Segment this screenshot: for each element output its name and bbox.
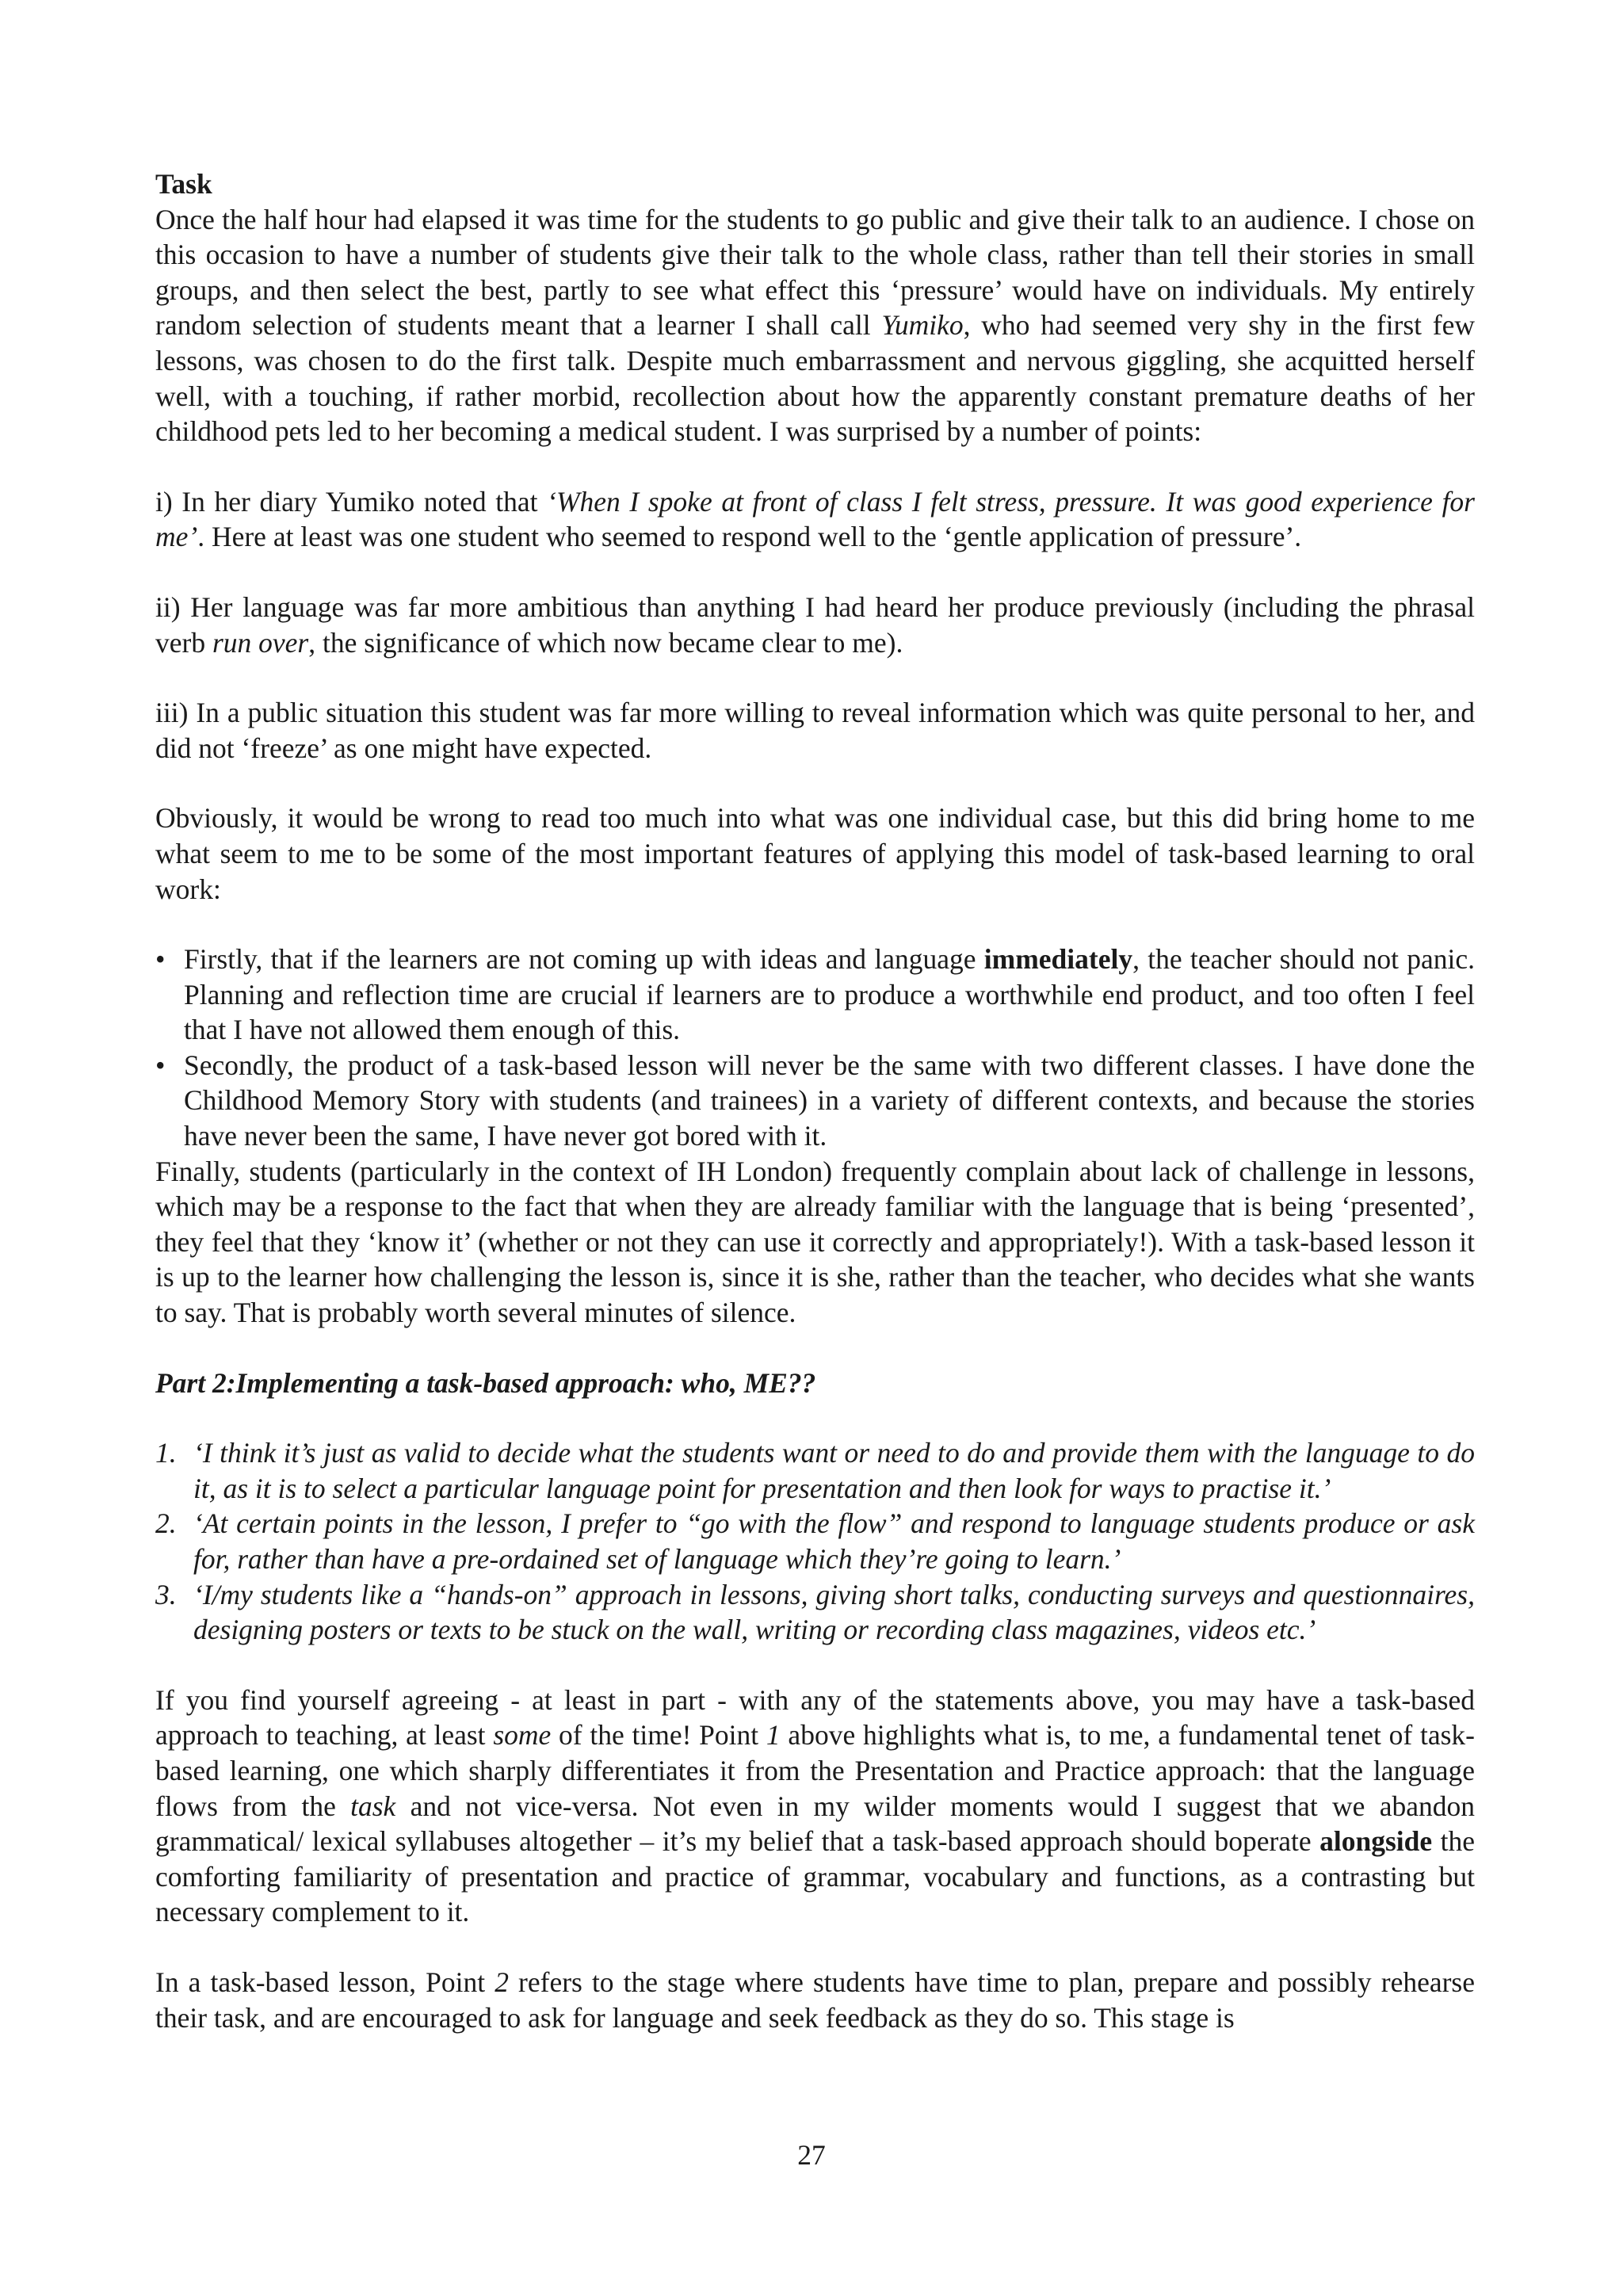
paragraph-if-you-find [155, 1683, 1475, 1930]
statement-text: ‘I think it’s just as valid to decide what the students want or need to do and provide them with the language to do it, as it is to select a particular language point for presentation and then look for ways to practise it.’ [193, 1437, 1475, 1504]
emphasis-task: task [350, 1790, 396, 1822]
paragraph-obviously: Obviously, it would be wrong to read too much into what was one individual case, but this did bring home to me what seem to me to be some of the most important features of applying this model of task-based learning to oral work: [155, 802, 1475, 905]
section-heading-task: Task [155, 168, 212, 200]
bullet-icon: • [155, 1049, 166, 1081]
statements-list [155, 1435, 1475, 1648]
list-item [155, 942, 1475, 1048]
text-run: refers to the stage where students have time to plan, prepare and possibly rehearse their task, and are encouraged to ask for language and seek feedback as they do so. This stage is [155, 1966, 1476, 2034]
paragraph-task-based-lesson [155, 1965, 1475, 2035]
point-i-quote: ‘When I spoke at front of class I felt stress, pressure. It was good experience for me’ [155, 485, 1475, 553]
point-ii [155, 590, 1475, 660]
phrasal-verb: run over [212, 626, 309, 659]
item-number: 3. [155, 1578, 177, 1610]
student-name: Yumiko [881, 309, 964, 342]
emphasis-point-1: 1 [766, 1719, 781, 1752]
text-run: and not vice-versa. Not even in my wilder moments would I suggest that we abandon grammatical/ lexical syllabuses altogether – it’s my belief that a task-based approach should boperate [155, 1790, 1475, 1858]
features-list [155, 942, 1475, 1154]
list-item [155, 1048, 1475, 1154]
part-2-heading: Part 2:Implementing a task-based approach: who, ME?? [155, 1366, 816, 1399]
paragraph-finally: Finally, students (particularly in the context of IH London) frequently complain about lack of challenge in lessons, which may be a response to the fact that when they are already familiar with the language that is being ‘presented’, they feel that they ‘know it’ (whether or not they can use it correctly and appropriately!). With a task-based lesson it is up to the learner how challenging the lesson is, since it is she, rather than the teacher, who decides what she wants to say. That is probably worth several minutes of silence. [155, 1155, 1475, 1329]
bullet-1-bold: immediately [983, 943, 1133, 976]
page-number: 27 [797, 2139, 826, 2171]
point-i-label: i) In her diary Yumiko noted that [155, 485, 548, 518]
list-item [155, 1506, 1475, 1576]
text-run: the comforting familiarity of presentation and practice of grammar, vocabulary and functions, as a contrasting but necessary complement to it. [155, 1825, 1475, 1928]
bullet-2-text: Secondly, the product of a task-based lesson will never be the same with two different classes. I have done the Childhood Memory Story with students (and trainees) in a variety of different contexts, and because the stories have never been the same, I have never got bored with it. [184, 1049, 1475, 1152]
list-item [155, 1577, 1475, 1648]
text-run: above highlights what is, to me, a fundamental tenet of task-based learning, one which sharply differentiates it from the Presentation and Practice approach: that the language flows from the [155, 1719, 1475, 1822]
point-i [155, 484, 1475, 555]
paragraph-intro [155, 202, 1475, 449]
item-number: 2. [155, 1507, 177, 1540]
emphasis-point-2: 2 [495, 1966, 509, 1998]
point-i-rest: . Here at least was one student who seemed to respond well to the ‘gentle application of pressure’. [197, 521, 1302, 553]
paragraph-intro-text: Once the half hour had elapsed it was time for the students to go public and give their talk to an audience. I chose on this occasion to have a number of students give their talk to the whole class, rather than tell their stories in small groups, and then select the best, partly to see what effect this ‘pressure’ would have on individuals. My entirely random selection of students meant that a learner I shall call [155, 203, 1475, 342]
text-run: of the time! Point [551, 1719, 766, 1752]
statement-text: ‘At certain points in the lesson, I prefer to “go with the flow” and respond to language students produce or ask for, rather than have a pre-ordained set of language which they’re going to learn.’ [193, 1507, 1475, 1575]
point-ii-text: ii) Her language was far more ambitious than anything I had heard her produce previously (including the phrasal verb [155, 590, 1475, 659]
list-item [155, 1435, 1475, 1506]
point-iii: iii) In a public situation this student was far more willing to reveal information which was quite personal to her, and did not ‘freeze’ as one might have expected. [155, 697, 1475, 764]
text-run: If you find yourself agreeing - at least in part - with any of the statements above, you may have a task-based approach to teaching, at least [155, 1683, 1475, 1752]
document-page [155, 166, 1475, 2035]
bullet-1-rest: , the teacher should not panic. Planning and reflection time are crucial if learners are to produce a worthwhile end product, and too often I feel that I have not allowed them enough of this. [184, 943, 1476, 1046]
emphasis-some: some [493, 1719, 552, 1752]
emphasis-alongside: alongside [1319, 1825, 1433, 1858]
point-ii-rest: , the significance of which now became clear to me). [308, 626, 903, 659]
item-number: 1. [155, 1437, 177, 1469]
bullet-1-text: Firstly, that if the learners are not coming up with ideas and language [184, 943, 984, 976]
text-run: In a task-based lesson, Point [155, 1966, 495, 1998]
statement-text: ‘I/my students like a “hands-on” approach in lessons, giving short talks, conducting surveys and questionnaires, designing posters or texts to be stuck on the wall, writing or recording class magazines, videos etc.’ [193, 1578, 1475, 1646]
bullet-icon: • [155, 943, 166, 976]
paragraph-intro-rest: , who had seemed very shy in the first few lessons, was chosen to do the first talk. Despite much embarrassment and nervous giggling, she acquitted herself well, with a touching, if rather morbid, recollection about how the apparently constant premature deaths of her childhood pets led to her becoming a medical student. I was surprised by a number of points: [155, 309, 1475, 448]
